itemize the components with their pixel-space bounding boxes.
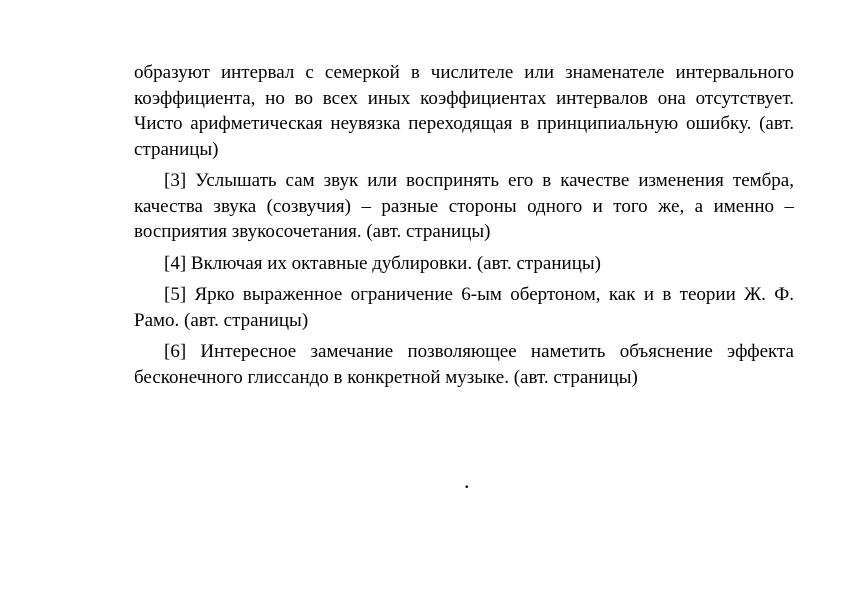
footnote-6: [6] Интересное замечание позволяющее наметить объяснение эффекта бесконечного глиссандо в конкретной музыке. (авт. страницы) [134, 341, 794, 388]
page-marker: . [464, 468, 470, 493]
footnotes-text [134, 60, 794, 396]
footnote-4: [4] Включая их октавные дублировки. (авт. страницы) [164, 252, 601, 274]
footnote-3: [3] Услышать сам звук или воспринять его в качестве изменения тембра, качества звука (созвучия) – разные стороны одного и того же, а именно – восприятия звукосочетания. (авт. страницы) [134, 170, 794, 242]
continued-footnote-paragraph: образуют интервал с семеркой в числителе или знаменателе интервального коэффициента, но во всех иных коэффициентах интервалов она отсутствует. Чисто арифметическая неувязка переходящая в принципиальную ошибку. (авт. страницы) [134, 62, 794, 160]
footnote-5: [5] Ярко выраженное ограничение 6-ым обертоном, как и в теории Ж. Ф. Рамо. (авт. страницы) [134, 284, 794, 331]
